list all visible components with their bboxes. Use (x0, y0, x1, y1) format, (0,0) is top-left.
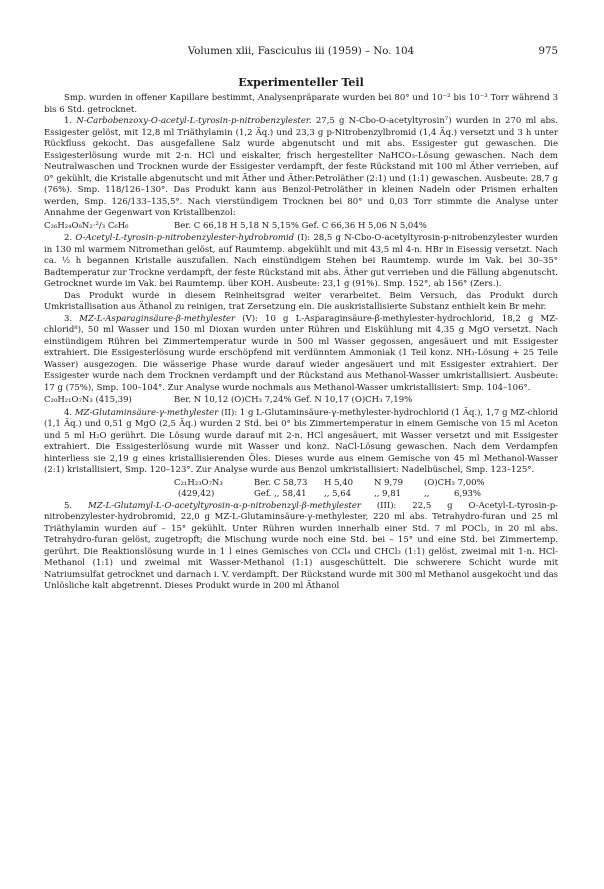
running-header (44, 45, 558, 59)
compound-name: O-Acetyl-L-tyrosin-p-nitrobenzylester-hydrobromid (75, 233, 295, 243)
compound-name: MZ-Glutaminsäure-γ-methylester (74, 407, 219, 418)
procedure-3: 3. MZ-L-Asparaginsäure-β-methylester (V): 10 g L-Asparaginsäure-β-methylester-hydrochlorid, 18,2 g MZ-chlorid⁸), 50 ml Wasser und 150 ml Dioxan wurden unter Rühren und Eiskühlung mit 4,35 g MgO versetzt. Nach einstündigem Rühren bei Zimmertemperatur wurde in 500 ml Wasser gegossen, angesäuert und mit Essigester extrahiert. Die Essigesterlösung wurde erschöpfend mit verdünntem Ammoniak (1 Teil konz. NH₃-Lösung + 25 Teile Wasser) ausgezogen. Die wässerige Phase wurde darauf wieder angesäuert und mit Essigester extrahiert. Der Essigester wurde nach dem Trocknen verdampft und der Rückstand aus Methanol-Wasser umkristallisiert. Ausbeute: 17 g (75%), Smp. 100–104°. Zur Analyse wurde nochmals aus Methanol-Wasser umkristallisiert: Smp. 104–106°. (44, 313, 558, 393)
analysis-ber-row: C₂₁H₂₃O₇N₃ Ber. C 58,73 H 5,40 N 9,79 (O)CH₃ 7,00% (174, 477, 485, 488)
formula: C₂₁H₂₃O₇N₃ (174, 477, 223, 488)
analysis-line-1 (44, 221, 558, 233)
page-number: 975 (538, 46, 558, 57)
compound-name: N-Carbobenzoxy-O-acetyl-L-tyrosin-p-nitrobenzylester. (76, 116, 312, 126)
intro-paragraph: Smp. wurden in offener Kapillare bestimmt, Analysenpräparate wurden bei 80° und 10⁻² bis 10⁻³ Torr während 3 bis 6 Std. getrocknet. (44, 93, 558, 115)
body-text (44, 93, 558, 593)
compound-name: MZ-L-Glutamyl-L-O-acetyltyrosin-α-p-nitrobenzyl-β-methylester (88, 500, 361, 511)
analysis-values: Ber. N 10,12 (O)CH₃ 7,24% Gef. N 10,17 (O)CH₃ 7,19% (174, 395, 413, 405)
analysis-line-3 (44, 395, 558, 407)
journal-reference: Volumen xlii, Fasciculus iii (1959) – No. 104 (187, 46, 415, 57)
procedure-4: 4. MZ-Glutaminsäure-γ-methylester (II): 1 g L-Glutaminsäure-γ-methylester-hydrochlorid (1 Äq.), 1,7 g MZ-chlorid (1,1 Äq.) und 0,51 g MgO (2,5 Äq.) wurden 2 Std. bei 0° bis Zimmertemperatur in einem Gemische von 15 ml Aceton und 5 ml H₂O gerührt. Die Lösung wurde darauf mit 2-n. HCl angesäuert, mit Wasser versetzt und mit Essigester extrahiert. Die Essigesterlösung wurde mit Wasser und konz. NaCl-Lösung gewaschen. Nach dem Verdampfen hinterliess sie 2,19 g eines kristallisierenden Öles. Dieses wurde aus einem Gemische von 45 ml Methanol-Wasser (2:1) kristallisiert, Smp. 120–123°. Zur Analyse wurde aus Benzol umkristallisiert: Nadelbüschel, Smp. 123–125°. (44, 407, 558, 475)
formula: C₂₆H₂₄O₈N₂·²/₃ C₆H₆ (44, 220, 129, 231)
molecular-weight: (429,42) (178, 489, 215, 499)
section-title: Experimenteller Teil (238, 76, 364, 89)
analysis-block-4 (174, 478, 558, 501)
procedure-5: 5. MZ-L-Glutamyl-L-O-acetyltyrosin-α-p-nitrobenzyl-β-methylester (III): 22,5 g O-Acetyl-L-tyrosin-p-nitrobenzylester-hydrobromid, 22,0 g MZ-L-Glutaminsäure-γ-methylester, 220 ml abs. Tetrahydro-furan und 25 ml Triäthylamin wurden auf – 15° gekühlt. Unter Rühren wurden innerhalb einer Std. 7 ml POCl₃, in 20 ml abs. Tetrahydro-furan gelöst, zugetropft; die Mischung wurde noch eine Std. bei – 15° und eine Std. bei Zimmertemp. gerührt. Die Reaktionslösung wurde in 1 l eines Gemisches von CCl₄ und CHCl₃ (1:1) gelöst, zweimal mit 1-n. HCl-Methanol (1:1) und zweimal mit Wasser-Methanol (1:1) ausgeschüttelt. Die schwerere Schicht wurde mit Natriumsulfat getrocknet und darnach i. V. verdampft. Der Rückstand wurde mit 300 ml Methanol ausgekocht und das Unlösliche kalt abgetrennt. Dieses Produkt wurde in 200 ml Äthanol (44, 500, 559, 591)
compound-name: MZ-L-Asparaginsäure-β-methylester (79, 313, 236, 324)
formula: C₂₀H₂₁O₇N₃ (415,39) (44, 395, 132, 405)
procedure-1: 1. N-Carbobenzoxy-O-acetyl-L-tyrosin-p-nitrobenzylester. 27,5 g N-Cbo-O-acetyltyrosin⁷) wurden in 270 ml abs. Essigester gelöst, mit 12,8 ml Triäthylamin (1,2 Äq.) und 23,3 g p-Nitrobenzylbromid (1,4 Äq.) versetzt und 3 h unter Rückfluss gekocht. Das ausgefallene Salz wurde abgenutscht und mit abs. Essigester gut gewaschen. Die Essigesterlösung wurde mit 2-n. HCl und eiskalter, frisch hergestellter NaHCO₃-Lösung gewaschen. Nach dem Neutralwaschen und Trocknen wurde der Essigester verdampft, der feste Rückstand mit 100 ml Äther verrieben, auf 0° gekühlt, die Kristalle abgenutscht und mit Äther und Äther:Petroläther (2:1) und (1:1) gewaschen. Ausbeute: 28,7 g (76%). Smp. 118/126–130°. Das Produkt kann aus Benzol-Petroläther in kleinen Nadeln oder Prismen erhalten werden, Smp. 126/133–135,5°. Nach vierstündigem Trocknen bei 80° und 0,03 Torr stimmte die Analyse unter Annahme der Gegenwart von Kristallbenzol: (44, 116, 558, 218)
analysis-gef-row: (429,42) Gef. ,, 58,41 ,, 5,64 ,, 9,81 ,, 6,93% (174, 489, 558, 501)
procedure-2: 2. O-Acetyl-L-tyrosin-p-nitrobenzylester-hydrobromid (I): 28,5 g N-Cbo-O-acetyltyrosin-p-nitrobenzylester wurden in 130 ml warmem Nitromethan gelöst, auf Raumtemp. abgekühlt und mit 43,5 ml 4-n. HBr in Eisessig versetzt. Nach ca. ½ h begannen Kristalle auszufallen. Nach einstündigem Stehen bei Raumtemp. wurde im Vak. bei 30–35° Badtemperatur zur Trockne verdampft, der feste Rückstand mit abs. Äther gut verrieben und die Fällung abgenutscht. Getrocknet wurde im Vak. bei Raumtemp. über KOH. Ausbeute: 23,1 g (91%). Smp. 152°, ab 156° (Zers.). (44, 233, 558, 289)
analysis-values: Ber. C 66,18 H 5,18 N 5,15% Gef. C 66,36 H 5,06 N 5,04% (174, 220, 427, 231)
procedure-2-note: Das Produkt wurde in diesem Reinheitsgrad weiter verarbeitet. Beim Versuch, das Produkt durch Umkristallisation aus Äthanol zu reinigen, trat Zersetzung ein. Die auskristallisierte Substanz enthielt kein Br mehr. (44, 290, 558, 312)
